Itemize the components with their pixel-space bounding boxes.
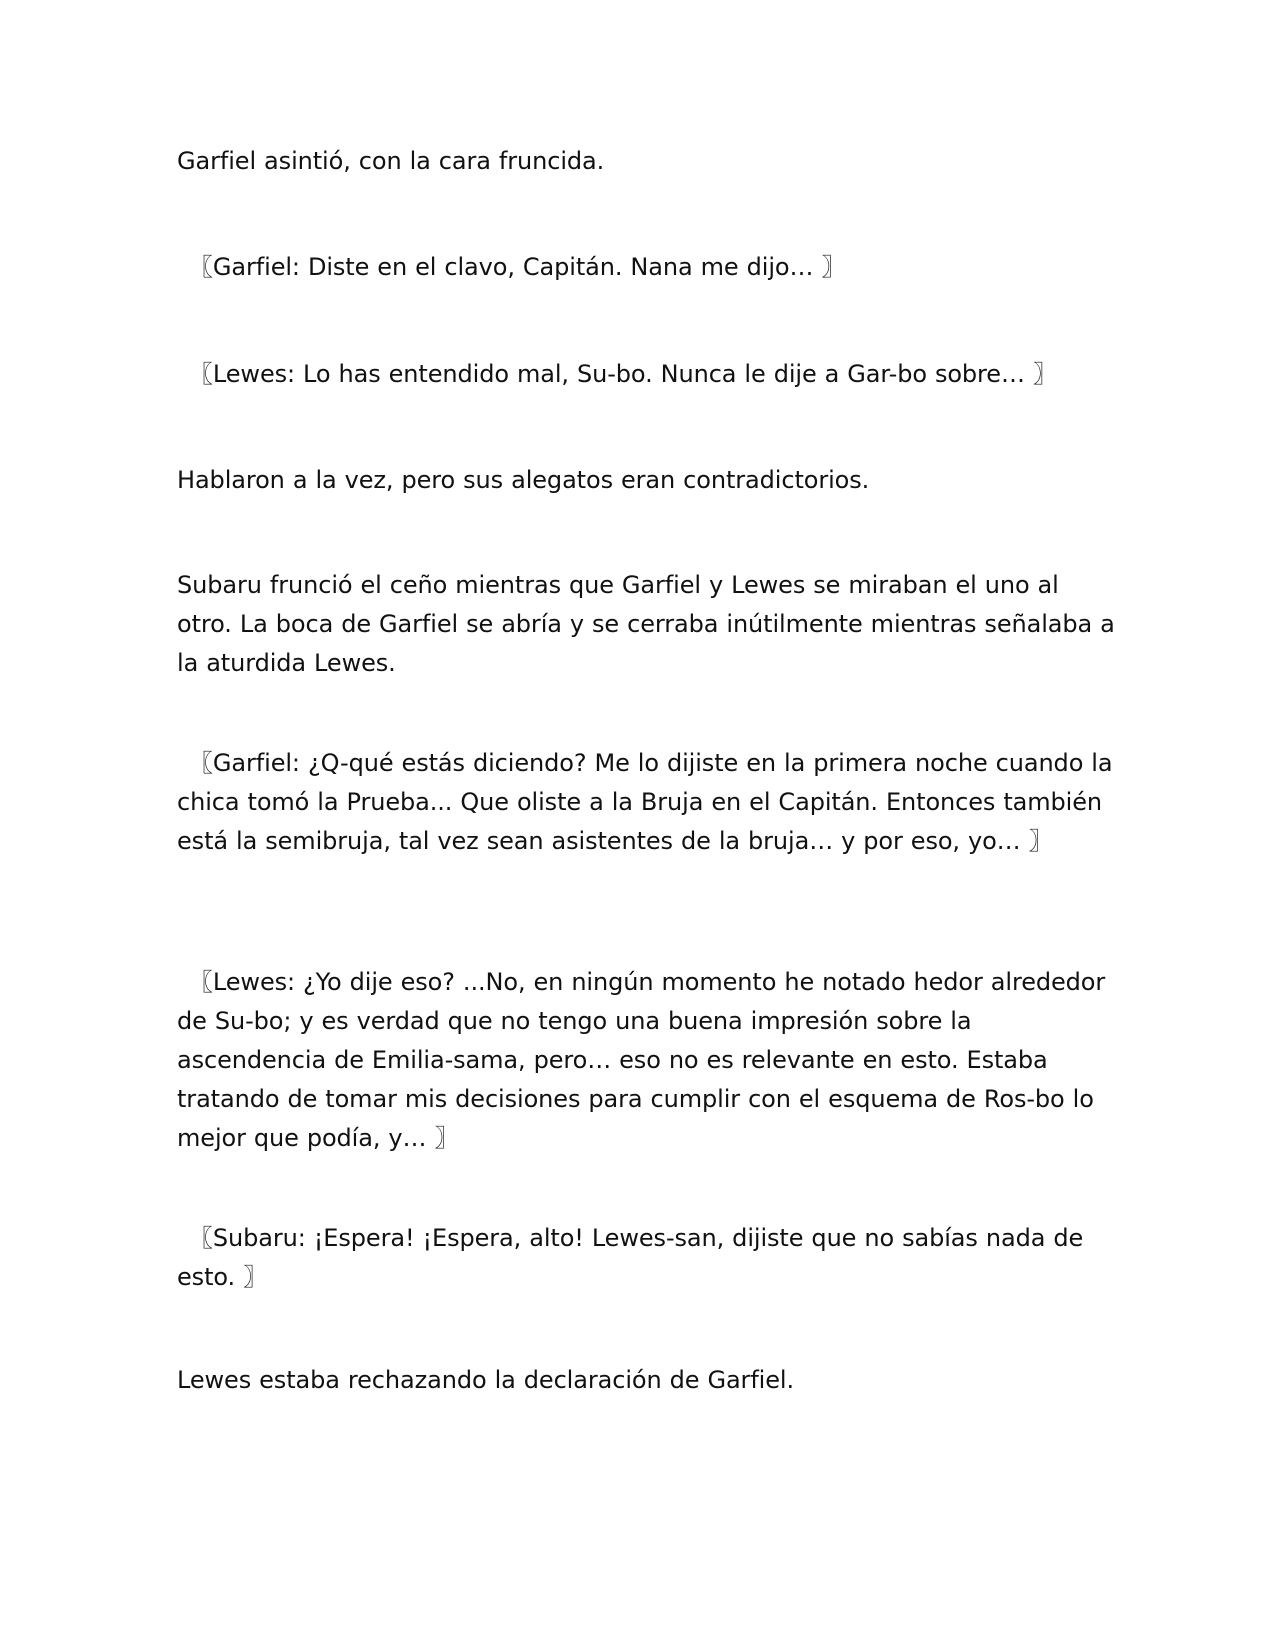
dialogue-garfiel-1: 〖Garfiel: Diste en el clavo, Capitán. Nana me dijo… 〗 — [189, 253, 846, 281]
dialogue-lewes-2: 〖Lewes: ¿Yo dije eso? ...No, en ningún momento he notado hedor alrededor de Su-bo; y es verdad que no tengo una buena impresión sobre la ascendencia de Emilia-sama, pero… eso no es relevante en esto. Estaba tratando de tomar mis decisiones para cumplir con el esquema de Ros-bo lo mejor que podía, y… 〗 — [177, 968, 1106, 1152]
dialogue-subaru-1: 〖Subaru: ¡Espera! ¡Espera, alto! Lewes-san, dijiste que no sabías nada de esto. 〗 — [177, 1224, 1084, 1291]
paragraph-2: Hablaron a la vez, pero sus alegatos eran contradictorios. — [177, 466, 870, 494]
paragraph-4: Lewes estaba rechazando la declaración de Garfiel. — [177, 1366, 794, 1394]
dialogue-garfiel-2: 〖Garfiel: ¿Q-qué estás diciendo? Me lo dijiste en la primera noche cuando la chica tomó la Prueba... Que oliste a la Bruja en el Capitán. Entonces también está la semibruja, tal vez sean asistentes de la bruja… y por eso, yo… 〗 — [177, 749, 1113, 855]
dialogue-lewes-1: 〖Lewes: Lo has entendido mal, Su-bo. Nunca le dije a Gar-bo sobre… 〗 — [189, 360, 1057, 388]
paragraph-1: Garfiel asintió, con la cara fruncida. — [177, 147, 605, 175]
paragraph-3: Subaru frunció el ceño mientras que Garfiel y Lewes se miraban el uno al otro. La boca de Garfiel se abría y se cerraba inútilmente mientras señalaba a la aturdida Lewes. — [177, 571, 1115, 677]
